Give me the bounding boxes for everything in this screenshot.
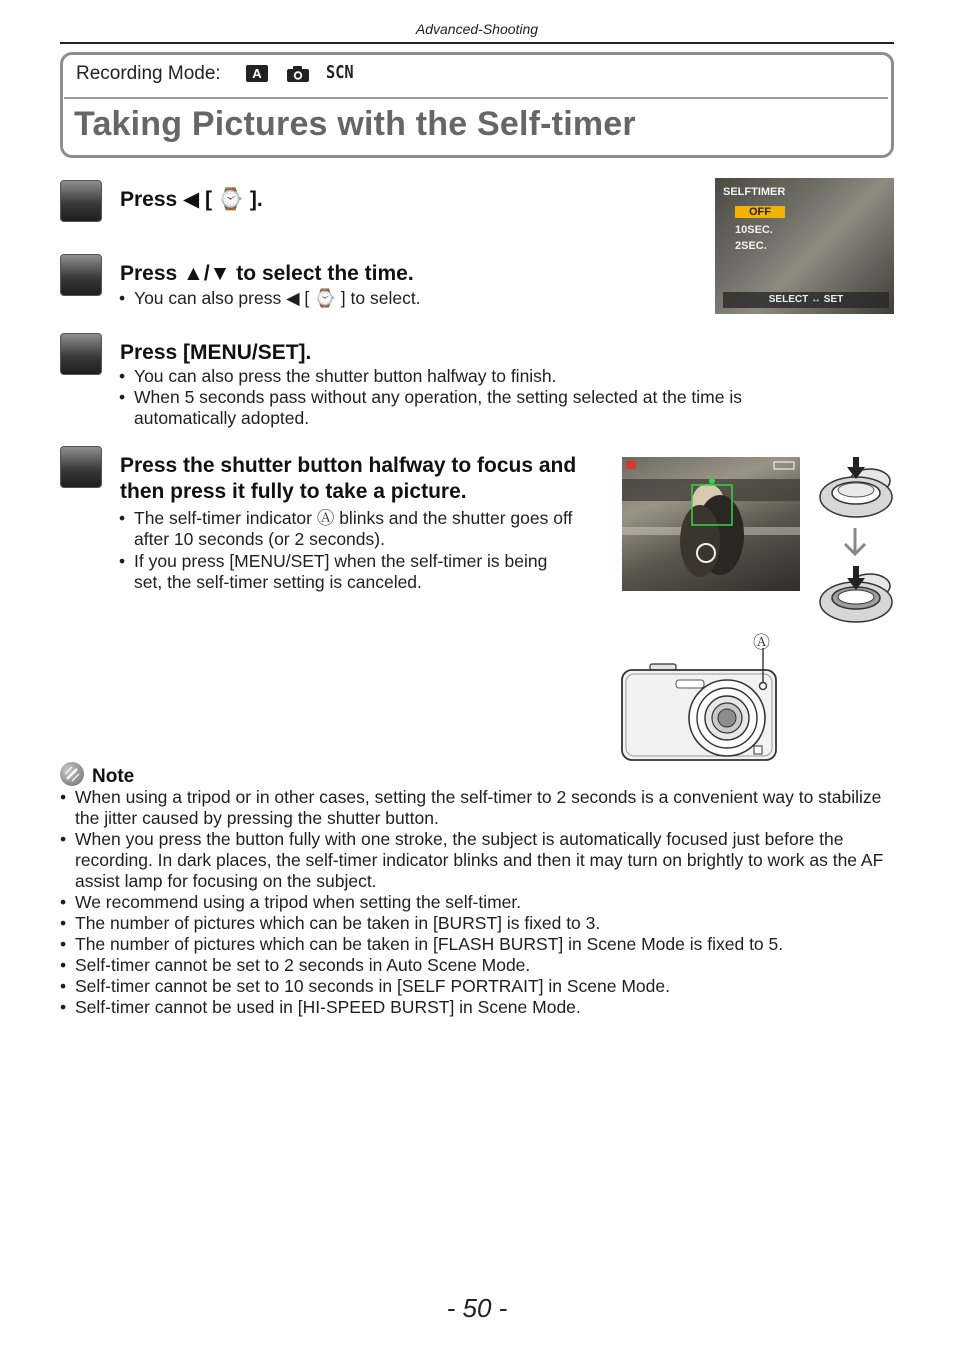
- menu-option-10sec: 10SEC.: [735, 224, 773, 236]
- step-4-bullet-2: • If you press [MENU/SET] when the self-timer is being set, the self-timer setting is canceled.: [119, 551, 548, 592]
- menu-title: SELFTIMER: [723, 186, 786, 198]
- live-view-screen: [622, 457, 800, 591]
- page-title: Taking Pictures with the Self-timer: [74, 105, 636, 143]
- step-4-marker: [60, 446, 102, 488]
- menu-option-off: OFF: [735, 206, 785, 218]
- note-list: [60, 787, 900, 1018]
- step-4-bullet-1: • The self-timer indicator Ⓐ blinks and the shutter goes off after 10 seconds (or 2 seconds).: [119, 508, 573, 549]
- note-item: • Self-timer cannot be set to 2 seconds in Auto Scene Mode.: [60, 955, 531, 975]
- step-3-bullet-2: • When 5 seconds pass without any operation, the setting selected at the time is automatically adopted.: [119, 387, 742, 428]
- step-3-heading: Press [MENU/SET].: [120, 341, 312, 364]
- intelligent-auto-icon: A: [246, 65, 268, 82]
- note-item: • When using a tripod or in other cases, setting the self-timer to 2 seconds is a convenient way to stabilize the jitter caused by pressing the shutter button.: [60, 787, 882, 828]
- scn-icon: SCN: [326, 62, 354, 83]
- camera-icon: [286, 65, 308, 82]
- step-1-heading: Press ◀ [ ⌚ ].: [120, 188, 263, 211]
- note-item: • The number of pictures which can be taken in [FLASH BURST] in Scene Mode is fixed to 5.: [60, 934, 784, 954]
- camera-front-illustration: [620, 648, 780, 769]
- section-label: Advanced-Shooting: [415, 21, 539, 37]
- mode-box-divider: [64, 97, 888, 99]
- step-3-bullet-1: • You can also press the shutter button halfway to finish.: [119, 366, 557, 386]
- shutter-half-press-diagram: [818, 457, 890, 521]
- shutter-full-press-diagram: [818, 562, 890, 626]
- note-item: • We recommend using a tripod when setting the self-timer.: [60, 892, 522, 912]
- step-4-heading: Press the shutter button halfway to focus and then press it fully to take a picture.: [120, 454, 577, 503]
- note-item: • Self-timer cannot be set to 10 seconds in [SELF PORTRAIT] in Scene Mode.: [60, 976, 670, 996]
- self-timer-indicator-callout: Ⓐ: [753, 633, 770, 652]
- note-item: • When you press the button fully with one stroke, the subject is automatically focused just before the recording. In dark places, the self-timer indicator blinks and then it may turn on brightly to work as the AF assist lamp for focusing on the subject.: [60, 829, 884, 891]
- note-label: Note: [92, 766, 135, 787]
- step-3-marker: [60, 333, 102, 375]
- header-rule: [60, 42, 894, 44]
- menu-footer: SELECT ↔ SET: [723, 292, 889, 308]
- step-2-heading: Press ▲/▼ to select the time.: [120, 262, 414, 285]
- menu-option-2sec: 2SEC.: [735, 240, 767, 252]
- note-pencil-icon: [60, 762, 84, 786]
- step-2-bullet: • You can also press ◀ [ ⌚ ] to select.: [119, 288, 421, 308]
- step-1-marker: [60, 180, 102, 222]
- note-item: • The number of pictures which can be taken in [BURST] is fixed to 3.: [60, 913, 601, 933]
- selftimer-menu-screen: [715, 178, 894, 314]
- step-2-marker: [60, 254, 102, 296]
- arrow-down-icon: [842, 526, 868, 563]
- recording-mode-label: Recording Mode:: [76, 63, 221, 84]
- note-item: • Self-timer cannot be used in [HI-SPEED BURST] in Scene Mode.: [60, 997, 581, 1017]
- page-number: - 50 -: [446, 1293, 508, 1323]
